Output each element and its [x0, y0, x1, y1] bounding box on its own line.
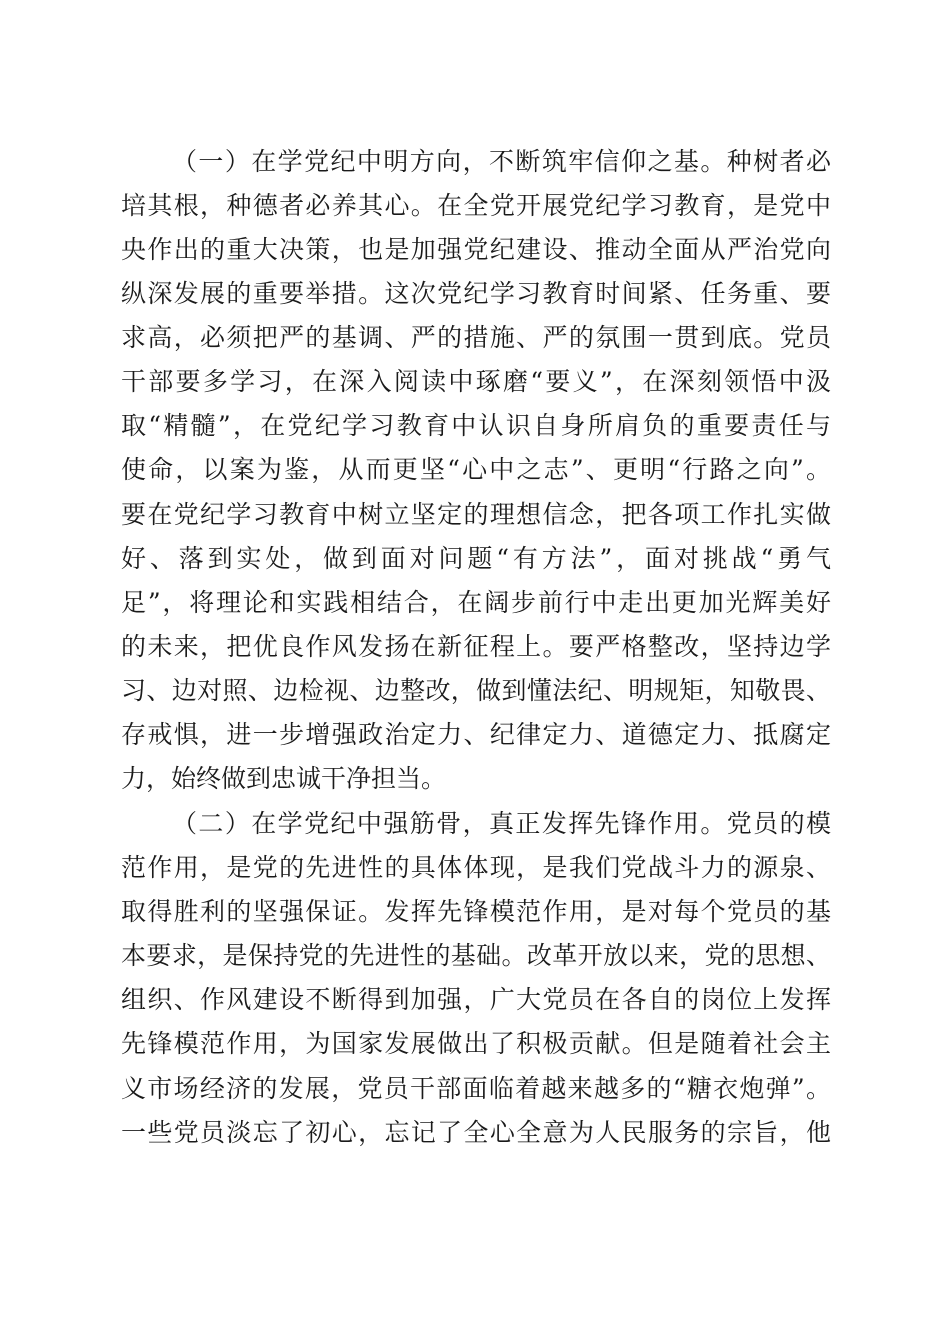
paragraph-1-line-3: 央作出的重大决策，也是加强党纪建设、推动全面从严治党向 — [121, 235, 831, 264]
paragraph-2-line-1: （二）在学党纪中强筋骨，真正发挥先锋作用。党员的模 — [172, 809, 831, 838]
paragraph-1-line-11: 足”，将理论和实践相结合，在阔步前行中走出更加光辉美好 — [121, 588, 831, 617]
paragraph-1-line-13: 习、边对照、边检视、边整改，做到懂法纪、明规矩，知敬畏、 — [121, 676, 831, 705]
paragraph-1-line-7: 取“精髓”，在党纪学习教育中认识自身所肩负的重要责任与 — [121, 411, 831, 440]
paragraph-2-line-2: 范作用，是党的先进性的具体体现，是我们党战斗力的源泉、 — [121, 853, 831, 882]
paragraph-2-line-5: 组织、作风建设不断得到加强，广大党员在各自的岗位上发挥 — [121, 985, 831, 1014]
paragraph-2-line-7: 义市场经济的发展，党员干部面临着越来越多的“糖衣炮弹”。 — [121, 1074, 831, 1103]
paragraph-2-line-8: 一些党员淡忘了初心，忘记了全心全意为人民服务的宗旨，他 — [121, 1118, 831, 1147]
paragraph-1-line-4: 纵深发展的重要举措。这次党纪学习教育时间紧、任务重、要 — [121, 279, 831, 308]
paragraph-1-line-1: （一）在学党纪中明方向，不断筑牢信仰之基。种树者必 — [172, 147, 831, 176]
paragraph-1-line-2: 培其根，种德者必养其心。在全党开展党纪学习教育，是党中 — [121, 191, 831, 220]
paragraph-2-line-6: 先锋模范作用，为国家发展做出了积极贡献。但是随着社会主 — [121, 1029, 831, 1058]
paragraph-1-line-10: 好、落到实处，做到面对问题“有方法”，面对挑战“勇气 — [121, 544, 831, 573]
paragraph-1-line-14: 存戒惧，进一步增强政治定力、纪律定力、道德定力、抵腐定 — [121, 720, 831, 749]
paragraph-1-line-15: 力，始终做到忠诚干净担当。 — [121, 764, 447, 793]
paragraph-1-line-5: 求高，必须把严的基调、严的措施、严的氛围一贯到底。党员 — [121, 323, 831, 352]
paragraph-2-line-3: 取得胜利的坚强保证。发挥先锋模范作用，是对每个党员的基 — [121, 897, 831, 926]
paragraph-2-line-4: 本要求，是保持党的先进性的基础。改革开放以来，党的思想、 — [121, 941, 831, 970]
paragraph-1-line-12: 的未来，把优良作风发扬在新征程上。要严格整改，坚持边学 — [121, 632, 831, 661]
paragraph-1-line-8: 使命，以案为鉴，从而更坚“心中之志”、更明“行路之向”。 — [121, 455, 831, 484]
paragraph-1-line-6: 干部要多学习，在深入阅读中琢磨“要义”，在深刻领悟中汲 — [121, 367, 831, 396]
paragraph-1-line-9: 要在党纪学习教育中树立坚定的理想信念，把各项工作扎实做 — [121, 500, 831, 529]
